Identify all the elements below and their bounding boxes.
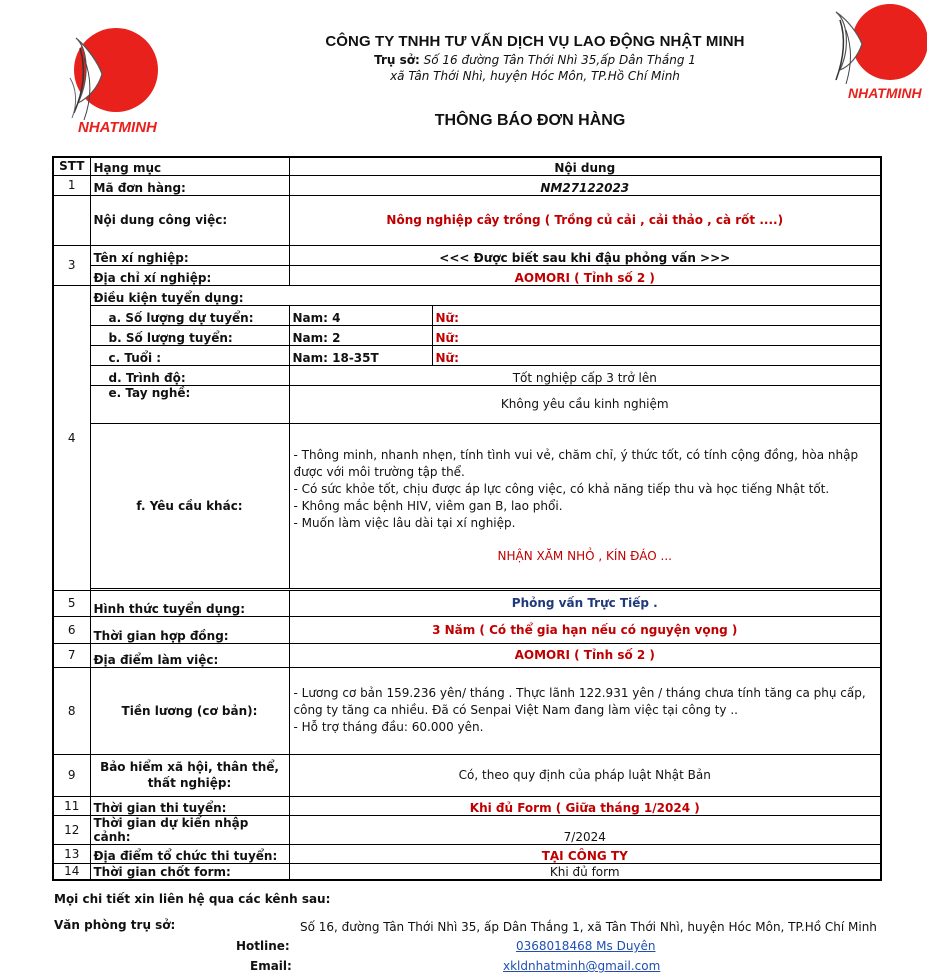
table-row bbox=[53, 195, 881, 245]
company-logo-left bbox=[58, 18, 168, 138]
male-age: Nam: 18-35T bbox=[289, 345, 432, 365]
table-row bbox=[53, 796, 881, 815]
office-address: Số 16, đường Tân Thới Nhì 35, ấp Dân Thắng 1, xã Tân Thới Nhì, huyện Hóc Môn, TP.Hồ Chí Minh bbox=[300, 920, 877, 934]
table-row bbox=[53, 175, 881, 195]
exam-location: TẠI CÔNG TY bbox=[289, 844, 881, 863]
address-label: Trụ sở: bbox=[374, 53, 420, 67]
tattoo-note: NHẬN XĂM NHỎ , KÍN ĐÁO ... bbox=[497, 548, 672, 563]
requirement-line: - Không mắc bệnh HIV, viêm gan B, lao phổi. bbox=[293, 498, 563, 513]
row-label: a. Số lượng dự tuyển: bbox=[90, 305, 289, 325]
job-description: Nông nghiệp cây trồng ( Trồng củ cải , cải thảo , cà rốt ....) bbox=[289, 195, 881, 245]
header-content: Nội dung bbox=[289, 157, 881, 175]
row-label: Thời gian thi tuyển: bbox=[90, 796, 289, 815]
row-label: Thời gian hợp đồng: bbox=[90, 616, 289, 643]
table-row bbox=[53, 754, 881, 796]
header-item: Hạng mục bbox=[90, 157, 289, 175]
entry-time: 7/2024 bbox=[289, 815, 881, 844]
insurance-value: Có, theo quy định của pháp luật Nhật Bản bbox=[289, 754, 881, 796]
row-label: Địa điểm làm việc: bbox=[90, 643, 289, 667]
row-label: d. Trình độ: bbox=[90, 365, 289, 385]
email-label: Email: bbox=[250, 959, 292, 973]
requirement-line: - Có sức khỏe tốt, chịu được áp lực công việc, có khả năng tiếp thu và học tiếng Nhật tốt. bbox=[293, 481, 830, 496]
row-label: Bảo hiểm xã hội, thân thể, thất nghiệp: bbox=[90, 754, 289, 796]
svg-text:NHATMINH: NHATMINH bbox=[78, 119, 157, 136]
row-label: Hình thức tuyển dụng: bbox=[90, 590, 289, 616]
education-value: Tốt nghiệp cấp 3 trở lên bbox=[289, 365, 881, 385]
table-row bbox=[53, 667, 881, 754]
row-label: b. Số lượng tuyển: bbox=[90, 325, 289, 345]
table-row bbox=[53, 345, 881, 365]
row-stt: 7 bbox=[53, 643, 90, 667]
table-row bbox=[53, 305, 881, 325]
table-row bbox=[53, 844, 881, 863]
contact-intro: Mọi chi tiết xin liên hệ qua các kênh sau: bbox=[54, 892, 331, 906]
contract-duration: 3 Năm ( Có thể gia hạn nếu có nguyện vọng ) bbox=[289, 616, 881, 643]
row-label: Mã đơn hàng: bbox=[90, 175, 289, 195]
table-row bbox=[53, 863, 881, 880]
table-row bbox=[53, 265, 881, 285]
row-label: Tên xí nghiệp: bbox=[90, 245, 289, 265]
row-label: Điều kiện tuyển dụng: bbox=[90, 285, 881, 305]
row-label: c. Tuổi : bbox=[90, 345, 289, 365]
form-deadline: Khi đủ form bbox=[289, 863, 881, 880]
company-address-value: AOMORI ( Tỉnh số 2 ) bbox=[289, 265, 881, 285]
order-code: NM27122023 bbox=[289, 175, 881, 195]
row-label: Nội dung công việc: bbox=[90, 195, 289, 245]
company-logo-right bbox=[828, 0, 927, 102]
row-label: Thời gian chốt form: bbox=[90, 863, 289, 880]
row-stt: 1 bbox=[53, 175, 90, 195]
exam-time: Khi đủ Form ( Giữa tháng 1/2024 ) bbox=[289, 796, 881, 815]
row-stt: 12 bbox=[53, 815, 90, 844]
address-line2: xã Tân Thới Nhì, huyện Hóc Môn, TP.Hồ Chí Minh bbox=[390, 69, 680, 83]
table-row bbox=[53, 325, 881, 345]
row-stt: 11 bbox=[53, 796, 90, 815]
row-stt: 5 bbox=[53, 590, 90, 616]
salary-line: - Hỗ trợ tháng đầu: 60.000 yên. bbox=[293, 720, 484, 734]
row-label: Thời gian dự kiến nhập cảnh: bbox=[90, 815, 289, 844]
table-row bbox=[53, 245, 881, 265]
table-row bbox=[53, 385, 881, 423]
row-stt: 6 bbox=[53, 616, 90, 643]
row-label: e. Tay nghề: bbox=[90, 385, 289, 423]
letterhead bbox=[250, 33, 820, 84]
male-count: Nam: 2 bbox=[289, 325, 432, 345]
email-link[interactable]: xkldnhatminh@gmail.com bbox=[503, 959, 661, 973]
row-label: Địa chỉ xí nghiệp: bbox=[90, 265, 289, 285]
salary-line: - Lương cơ bản 159.236 yên/ tháng . Thực lãnh 122.931 yên / tháng chưa tính tăng ca phụ cấp, công ty tăng ca nhiều. Đã có Senpai Việt Nam đang làm việc tại công ty .. bbox=[293, 686, 866, 717]
row-stt: 3 bbox=[53, 245, 90, 285]
table-row bbox=[53, 590, 881, 616]
table-row bbox=[53, 423, 881, 588]
requirement-line: - Thông minh, nhanh nhẹn, tính tình vui vẻ, chăm chỉ, ý thức tốt, có tính cộng đồng, hòa nhập được với môi trường tập thể. bbox=[293, 447, 859, 479]
other-requirements bbox=[289, 423, 881, 588]
row-stt: 9 bbox=[53, 754, 90, 796]
work-location: AOMORI ( Tỉnh số 2 ) bbox=[289, 643, 881, 667]
hotline-label: Hotline: bbox=[236, 939, 290, 953]
table-header-row bbox=[53, 157, 881, 175]
recruit-method: Phỏng vấn Trực Tiếp . bbox=[289, 590, 881, 616]
row-stt: 8 bbox=[53, 667, 90, 754]
female-count: Nữ: bbox=[432, 325, 881, 345]
header-stt: STT bbox=[53, 157, 90, 175]
table-row bbox=[53, 643, 881, 667]
requirement-line: - Muốn làm việc lâu dài tại xí nghiệp. bbox=[293, 515, 516, 530]
row-label: f. Yêu cầu khác: bbox=[90, 423, 289, 588]
female-age: Nữ: bbox=[432, 345, 881, 365]
document-title: THÔNG BÁO ĐƠN HÀNG bbox=[434, 112, 626, 129]
male-count: Nam: 4 bbox=[289, 305, 432, 325]
row-stt: 14 bbox=[53, 863, 90, 880]
company-name: CÔNG TY TNHH TƯ VẤN DỊCH VỤ LAO ĐỘNG NHẬT MINH bbox=[325, 33, 745, 50]
company-address bbox=[250, 52, 820, 84]
salary-details bbox=[289, 667, 881, 754]
row-label: Tiền lương (cơ bản): bbox=[90, 667, 289, 754]
row-stt: 13 bbox=[53, 844, 90, 863]
table-row bbox=[53, 815, 881, 844]
row-stt: 4 bbox=[53, 285, 90, 590]
table-row bbox=[53, 616, 881, 643]
address-line1: Số 16 đường Tân Thới Nhì 35,ấp Dân Thắng 1 bbox=[423, 53, 696, 67]
table-row bbox=[53, 285, 881, 305]
svg-text:NHATMINH: NHATMINH bbox=[848, 85, 922, 101]
female-count: Nữ: bbox=[432, 305, 881, 325]
order-table bbox=[52, 156, 882, 881]
row-stt bbox=[53, 195, 90, 245]
skill-value: Không yêu cầu kinh nghiệm bbox=[289, 385, 881, 423]
office-label: Văn phòng trụ sở: bbox=[54, 918, 176, 932]
table-row bbox=[53, 365, 881, 385]
hotline-link[interactable]: 0368018468 Ms Duyên bbox=[516, 939, 656, 953]
row-label: Địa điểm tổ chức thi tuyển: bbox=[90, 844, 289, 863]
company-name-value: <<< Được biết sau khi đậu phỏng vấn >>> bbox=[289, 245, 881, 265]
